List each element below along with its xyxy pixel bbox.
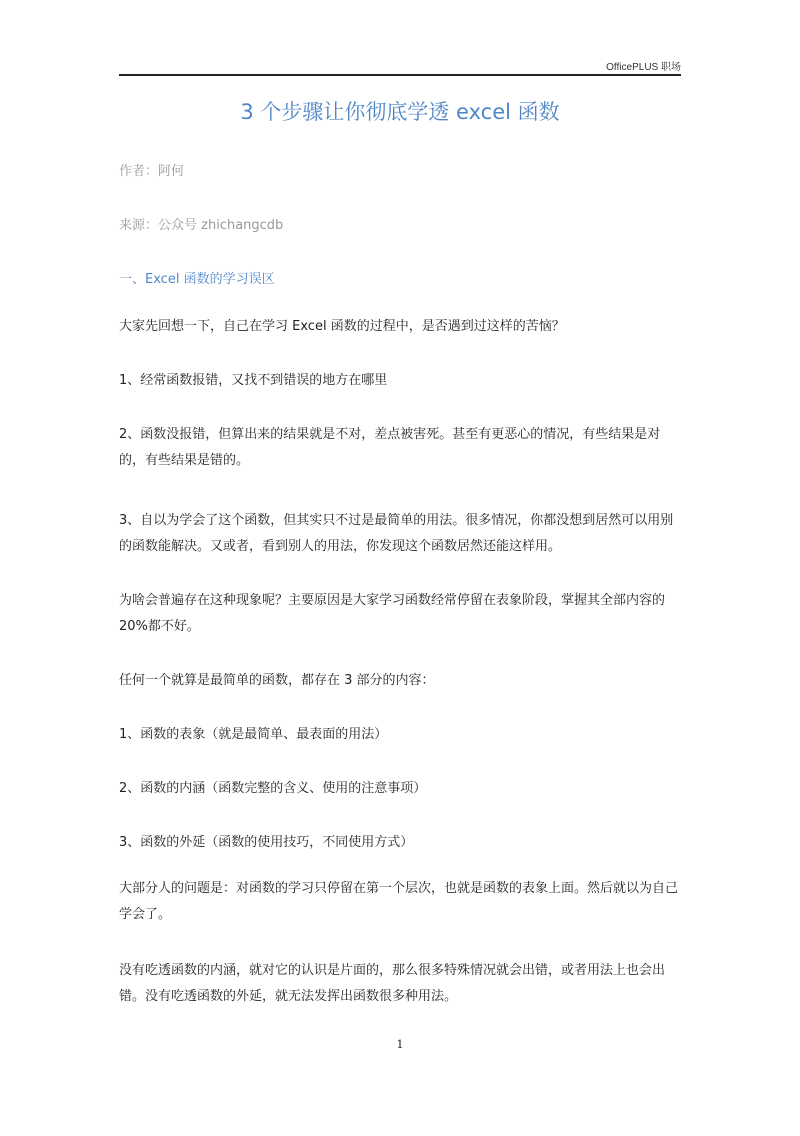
page-number: 1 (396, 1038, 404, 1051)
paragraph-item: 2、函数的内涵（函数完整的含义、使用的注意事项） (119, 781, 427, 796)
paragraph-item: 1、经常函数报错，又找不到错误的地方在哪里 (119, 373, 388, 388)
paragraph-body: 为啥会普遍存在这种现象呢？主要原因是大家学习函数经常停留在表象阶段，掌握其全部内容的 20%都不好。 (119, 593, 666, 634)
paragraph-item: 1、函数的表象（就是最简单、最表面的用法） (119, 727, 388, 742)
paragraph-item: 3、自以为学会了这个函数，但其实只不过是最简单的用法。很多情况，你都没想到居然可以用别的函数能解决。又或者，看到别人的用法，你发现这个函数居然还能这样用。 (119, 513, 674, 554)
paragraph-body: 大部分人的问题是：对函数的学习只停留在第一个层次，也就是函数的表象上面。然后就以为自己学会了。 (119, 881, 679, 922)
source-line: 来源：公众号 zhichangcdb (119, 218, 284, 233)
section-heading: 一、Excel 函数的学习误区 (119, 272, 275, 287)
document-title: 3 个步骤让你彻底学透 excel 函数 (240, 100, 560, 124)
header-brand: OfficePLUS 职场 (606, 62, 681, 73)
author-line: 作者：阿何 (119, 164, 185, 179)
paragraph-item: 2、函数没报错，但算出来的结果就是不对，差点被害死。甚至有更恶心的情况，有些结果是对的，有些结果是错的。 (119, 427, 661, 468)
paragraph-body: 没有吃透函数的内涵，就对它的认识是片面的，那么很多特殊情况就会出错，或者用法上也会出错。没有吃透函数的外延，就无法发挥出函数很多种用法。 (119, 963, 666, 1004)
paragraph-item: 3、函数的外延（函数的使用技巧，不同使用方式） (119, 835, 414, 850)
paragraph-intro: 大家先回想一下，自己在学习 Excel 函数的过程中，是否遇到过这样的苦恼？ (119, 319, 565, 334)
paragraph-body: 任何一个就算是最简单的函数，都存在 3 部分的内容： (119, 673, 435, 688)
header-divider (119, 74, 681, 76)
